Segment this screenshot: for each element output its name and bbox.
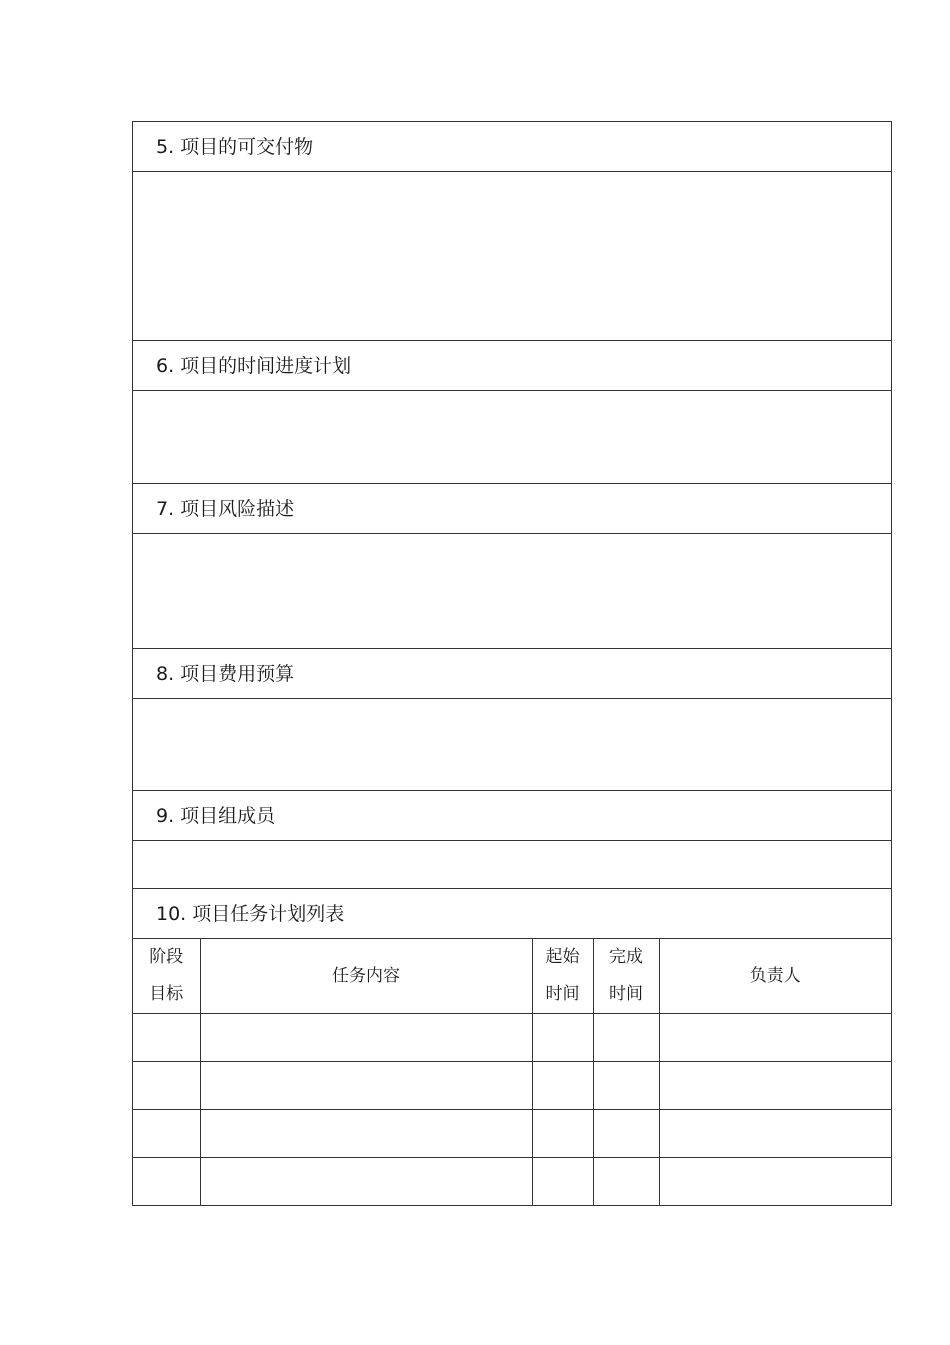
column-header-stage-goal-line1: 阶段	[149, 947, 184, 967]
table-row	[133, 1158, 891, 1206]
section-schedule-content[interactable]	[133, 391, 891, 484]
cell-owner[interactable]	[659, 1110, 891, 1158]
cell-stage-goal[interactable]	[133, 1158, 200, 1206]
table-row	[133, 1062, 891, 1110]
column-header-stage-goal-line2: 目标	[149, 984, 184, 1004]
section-members-title: 9. 项目组成员	[133, 791, 891, 841]
cell-start-time[interactable]	[532, 1110, 593, 1158]
cell-end-time[interactable]	[593, 1110, 659, 1158]
cell-stage-goal[interactable]	[133, 1062, 200, 1110]
column-header-end-time	[593, 939, 659, 1014]
cell-stage-goal[interactable]	[133, 1110, 200, 1158]
table-row	[133, 1110, 891, 1158]
table-row	[133, 1014, 891, 1062]
section-risk-content[interactable]	[133, 534, 891, 649]
column-header-owner	[659, 939, 891, 1014]
cell-task-content[interactable]	[200, 1014, 532, 1062]
section-risk-title: 7. 项目风险描述	[133, 484, 891, 534]
column-header-task-content	[200, 939, 532, 1014]
cell-task-content[interactable]	[200, 1110, 532, 1158]
cell-owner[interactable]	[659, 1158, 891, 1206]
column-header-stage-goal	[133, 939, 200, 1014]
section-budget-title: 8. 项目费用预算	[133, 649, 891, 699]
cell-task-content[interactable]	[200, 1062, 532, 1110]
column-header-start-time	[532, 939, 593, 1014]
section-task-list-title: 10. 项目任务计划列表	[133, 889, 891, 939]
cell-end-time[interactable]	[593, 1158, 659, 1206]
column-header-task-content-label: 任务内容	[332, 965, 400, 986]
cell-start-time[interactable]	[532, 1062, 593, 1110]
cell-end-time[interactable]	[593, 1014, 659, 1062]
column-header-start-time-line2: 时间	[545, 984, 580, 1004]
task-plan-table	[133, 939, 891, 1205]
cell-start-time[interactable]	[532, 1014, 593, 1062]
cell-stage-goal[interactable]	[133, 1014, 200, 1062]
column-header-end-time-line1: 完成	[609, 947, 643, 967]
column-header-owner-label: 负责人	[749, 965, 801, 986]
project-form	[132, 121, 892, 1206]
column-header-end-time-line2: 时间	[609, 984, 643, 1004]
table-header-row	[133, 939, 891, 1014]
cell-start-time[interactable]	[532, 1158, 593, 1206]
cell-task-content[interactable]	[200, 1158, 532, 1206]
cell-owner[interactable]	[659, 1062, 891, 1110]
section-deliverables-title: 5. 项目的可交付物	[133, 122, 891, 172]
cell-end-time[interactable]	[593, 1062, 659, 1110]
cell-owner[interactable]	[659, 1014, 891, 1062]
section-schedule-title: 6. 项目的时间进度计划	[133, 341, 891, 391]
section-deliverables-content[interactable]	[133, 172, 891, 341]
section-budget-content[interactable]	[133, 699, 891, 791]
column-header-start-time-line1: 起始	[545, 947, 580, 967]
section-members-content[interactable]	[133, 841, 891, 889]
